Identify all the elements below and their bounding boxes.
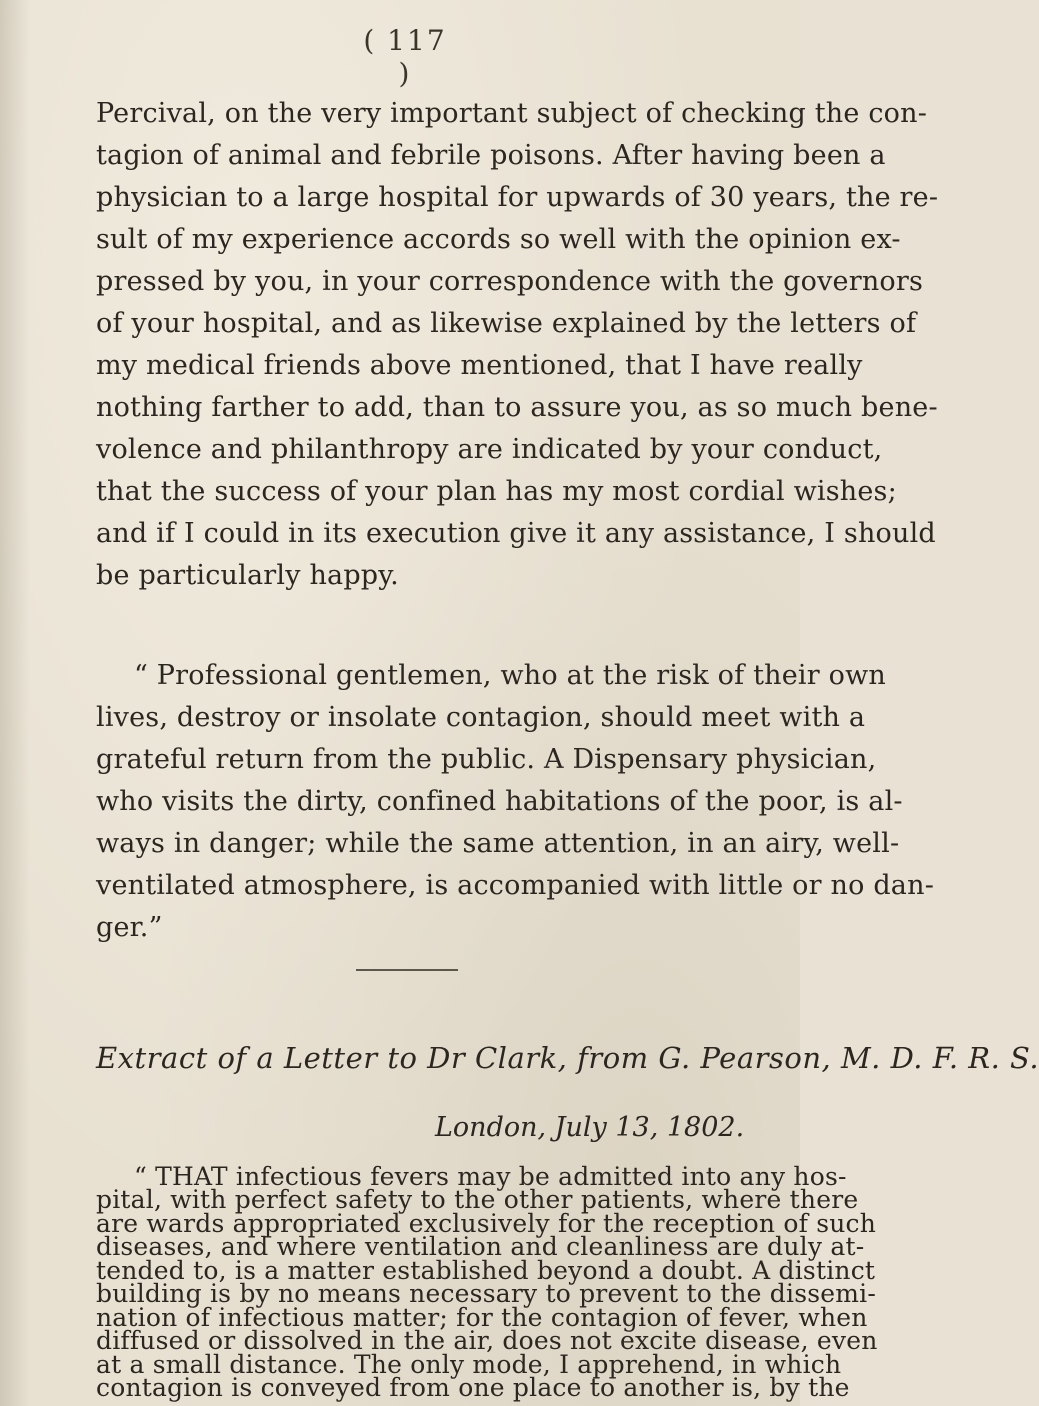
text-line: be particularly happy. bbox=[96, 560, 399, 591]
text-line: tended to, is a matter established beyond a doubt. A distinct bbox=[96, 1256, 876, 1285]
text-line: tagion of animal and febrile poisons. After having been a bbox=[96, 140, 886, 171]
text-line: ventilated atmosphere, is accompanied with little or no dan- bbox=[96, 870, 935, 901]
text-line: of your hospital, and as likewise explained by the letters of bbox=[96, 308, 917, 339]
text-line: nothing farther to add, than to assure you, as so much bene- bbox=[96, 392, 938, 423]
section-divider bbox=[356, 969, 458, 971]
text-line: at a small distance. The only mode, I apprehend, in which bbox=[96, 1350, 842, 1379]
text-line: building is by no means necessary to prevent to the dissemi- bbox=[96, 1279, 876, 1308]
text-line: and if I could in its execution give it any assistance, I should bbox=[96, 518, 936, 549]
text-line: grateful return from the public. A Dispensary physician, bbox=[96, 744, 877, 775]
extract-heading: Extract of a Letter to Dr Clark, from G. Pearson, M. D. F. R. S. bbox=[96, 1041, 1039, 1075]
text-line: volence and philanthropy are indicated by your conduct, bbox=[96, 434, 883, 465]
text-line: ger.” bbox=[96, 912, 163, 943]
text-line: contagion is conveyed from one place to another is, by the bbox=[96, 1373, 850, 1402]
text-line: who visits the dirty, confined habitations of the poor, is al- bbox=[96, 786, 903, 817]
letter-dateline: London, July 13, 1802. bbox=[435, 1112, 745, 1143]
text-line: sult of my experience accords so well with the opinion ex- bbox=[96, 224, 901, 255]
page-number: ( 117 ) bbox=[363, 24, 447, 90]
text-line: nation of infectious matter; for the contagion of fever, when bbox=[96, 1303, 868, 1332]
text-line: physician to a large hospital for upwards of 30 years, the re- bbox=[96, 182, 939, 213]
text-line: Percival, on the very important subject of checking the con- bbox=[96, 98, 928, 129]
text-line: ways in danger; while the same attention, in an airy, well- bbox=[96, 828, 900, 859]
text-line: my medical friends above mentioned, that I have really bbox=[96, 350, 863, 381]
text-line: lives, destroy or insolate contagion, should meet with a bbox=[96, 702, 866, 733]
text-line: diffused or dissolved in the air, does not excite disease, even bbox=[96, 1326, 878, 1355]
text-line: “ THAT infectious fevers may be admitted into any hos- bbox=[134, 1162, 847, 1191]
text-line: pital, with perfect safety to the other patients, where there bbox=[96, 1185, 859, 1214]
text-line: diseases, and where ventilation and cleanliness are duly at- bbox=[96, 1232, 865, 1261]
text-line: are wards appropriated exclusively for the reception of such bbox=[96, 1209, 877, 1238]
text-line: “ Professional gentlemen, who at the risk of their own bbox=[134, 660, 886, 691]
text-line: that the success of your plan has my most cordial wishes; bbox=[96, 476, 897, 507]
text-line: pressed by you, in your correspondence with the governors bbox=[96, 266, 924, 297]
binding-shadow bbox=[0, 0, 30, 1406]
